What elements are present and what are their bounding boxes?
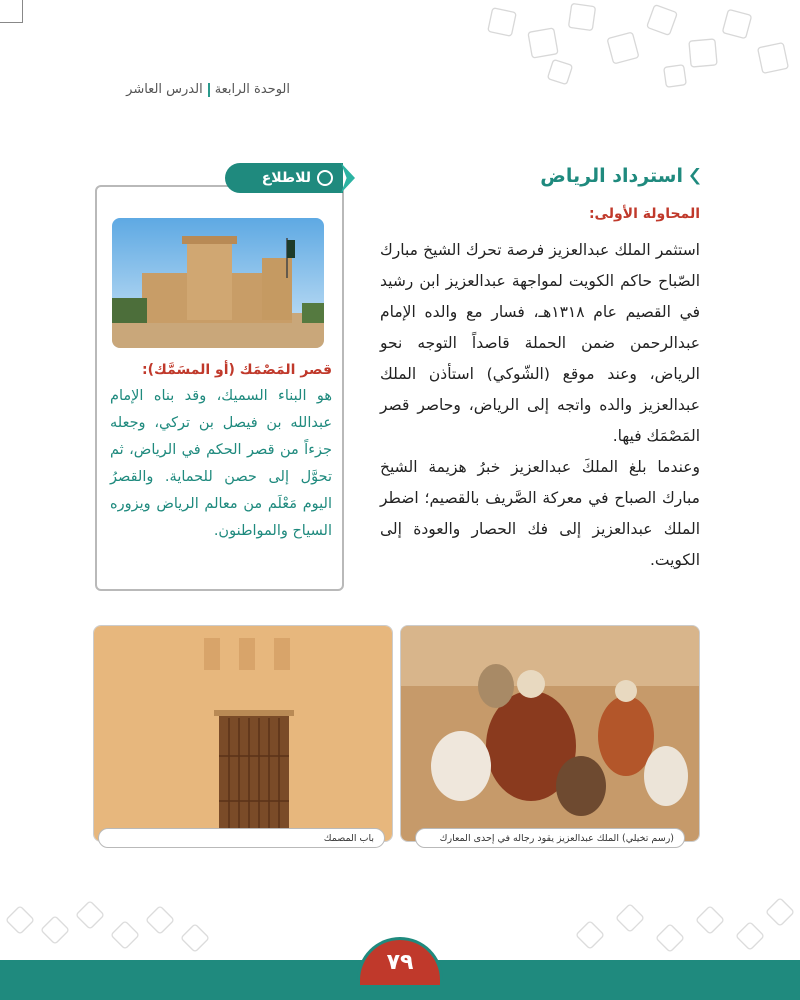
decorative-pattern-top (470, 0, 800, 95)
page-number: ٧٩ (386, 950, 414, 975)
crop-mark-left (0, 0, 23, 23)
caption-battle-text: (رسم تخيلي) الملك عبدالعزيز يقود رجاله في إحدى المعارك (439, 832, 674, 844)
chevron-marker-icon (689, 168, 700, 185)
breadcrumb (110, 82, 290, 97)
decorative-pattern-bottom-left (0, 890, 240, 960)
lesson-label: الدرس العاشر (126, 82, 203, 97)
caption-gate (98, 828, 385, 848)
body-paragraph-2: وعندما بلغ الملكَ عبدالعزيز خبرُ هزيمة الشيخ مبارك الصباح في معركة الصَّريف بالقصيم؛ اضطر الملك عبدالعزيز إلى فك الحصار والعودة إلى الكويت. (380, 458, 700, 569)
lightbulb-icon (317, 170, 333, 186)
decorative-pattern-bottom-right (560, 890, 800, 960)
info-tab-label: للاطلاع (261, 170, 311, 186)
battle-painting (400, 625, 700, 842)
section-title (540, 165, 700, 187)
tab-chevron-icon (341, 163, 355, 193)
masmak-gate-photo (93, 625, 393, 842)
page-number-tab (357, 937, 443, 985)
section-title-text: استرداد الرياض (540, 165, 683, 187)
masmak-fort-photo (112, 218, 324, 348)
sidebar-text: هو البناء السميك، وقد بناه الإمام عبدالله بن فيصل بن تركي، وجعله جزءاً من قصر الحكم في الرياض، ثم تحوَّل إلى حصن للحماية. والقصرُ اليوم مَعْلَم من معالم الرياض ويزوره السياح والمواطنون. (110, 388, 332, 539)
breadcrumb-separator (208, 83, 210, 97)
body-paragraph-1: استثمر الملك عبدالعزيز فرصة تحرك الشيخ مبارك الصّباح حاكم الكويت لمواجهة عبدالعزيز ابن رشيد في القصيم عام ١٣١٨هـ، فسار مع والده الإمام عبدالرحمن ضمن الحملة قاصداً التوجه نحو الرياض، وعند موقع (الشّوكي) استأذن الملك عبدالعزيز والده واتجه إلى الرياض، وحاصر قصر المَصْمَك فيها. (380, 241, 701, 445)
caption-gate-text: باب المصمك (323, 832, 374, 844)
sidebar-title: قصر المَصْمَك (أو المسَمَّك): (142, 362, 332, 378)
body-text (380, 235, 700, 576)
info-tab (225, 163, 343, 193)
caption-battle (415, 828, 685, 848)
unit-label: الوحدة الرابعة (214, 82, 290, 97)
section-subtitle: المحاولة الأولى: (588, 206, 700, 222)
